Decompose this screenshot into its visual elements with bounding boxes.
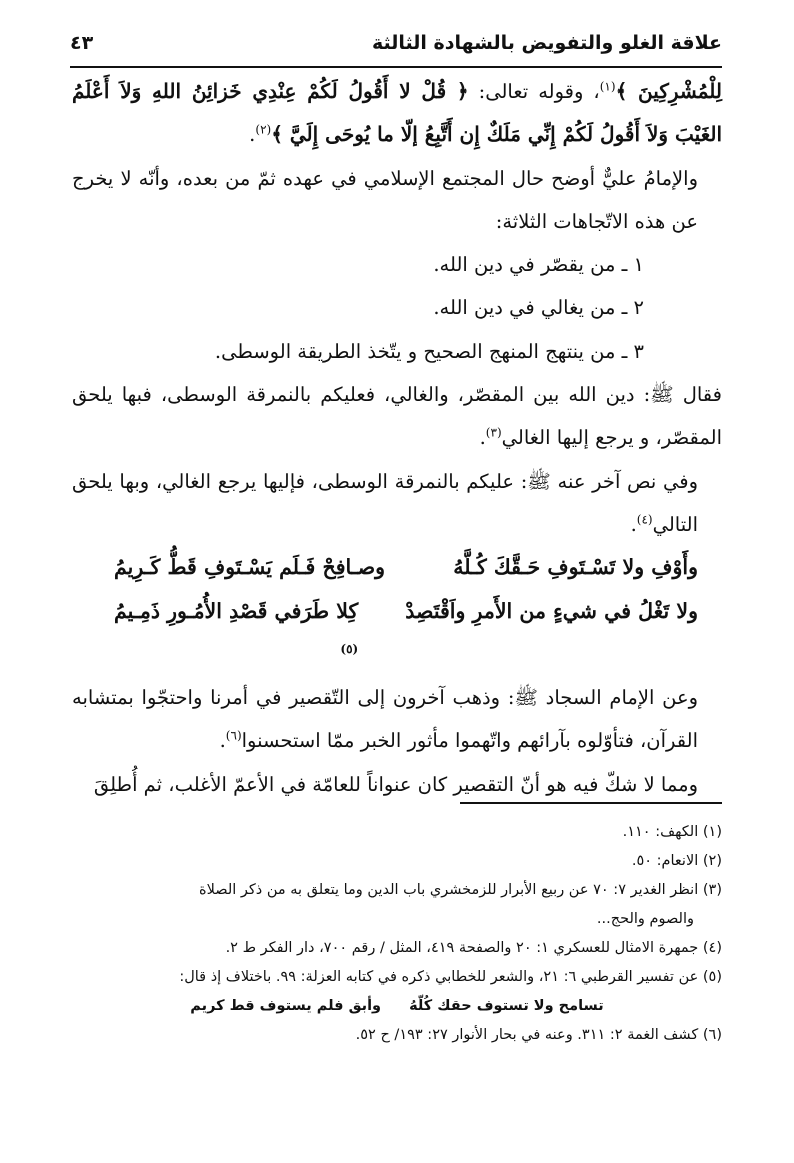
- poem-line-1: [72, 546, 722, 589]
- list-item: ٢ ـ من يغالي في دين الله.: [433, 296, 644, 320]
- paragraph-imam-ali: والإمامُ عليٌّ أوضح حال المجتمع الإسلامي في عهده ثمّ من بعده، وأنّه لا يخرج عن هذه الاتّجاهات الثلاثة:: [72, 166, 698, 233]
- list-item: ١ ـ من يقصّر في دين الله.: [433, 253, 644, 277]
- quran-quote-paragraph: لِلْمُشْرِكِينَ ﴾$^{(١)}$، وقوله تعالى: ﴿ قُلْ لا أَقُولُ لَكُمْ عِنْدِي خَزائِنُ اللهِ وَلاَ أَعْلَمُ الغَيْبَ وَلاَ أَقُولُ لَكُمْ إِنِّي مَلَكٌ إِن أَتَّبِعُ إلّا ما يُوحَى إِلَيَّ ﴾$^{(٢)}$.: [72, 79, 722, 147]
- main-text: [72, 70, 722, 806]
- footnote-ref-1: (١): [599, 79, 616, 94]
- poem-hemistich-right: وأَوْفِ ولا تَسْـتَوفِ حَـقَّكَ كُـلَّهُ: [453, 555, 698, 580]
- page-number: ٤٣: [70, 32, 94, 54]
- footnote-3-continued: والصوم والحج...: [596, 911, 694, 927]
- poem-hemistich-left: وصـافِحْ فَـلَم يَسْـتَوفِ قَطُّ كَـرِيمُ: [114, 555, 386, 580]
- footnote-poem-hemistich-right: تسامح ولا تستوف حقك كُلّهُ: [409, 998, 604, 1014]
- footnote-2: (٢) الانعام: ٥٠.: [631, 853, 722, 869]
- footnote-5: (٥) عن تفسير القرطبي ٦: ٢١، والشعر للخطابي ذكره في كتابه العزلة: ٩٩. باختلاف إذ قال:: [179, 969, 722, 985]
- paragraph-hadith: فقال ﷺ: دين الله بين المقصّر، والغالي، فعليكم بالنمرقة الوسطى، فبها يلحق المقصّر، و يرجع إليها الغالي$^{(٣)}$.: [72, 383, 722, 450]
- poem-hemistich-left: [114, 590, 358, 677]
- paragraph-imam-sajjad: وعن الإمام السجاد ﷺ: وذهب آخرون إلى التّقصير في أمرنا واحتجّوا بمتشابه القرآن، فتأوّلوه بآرائهم واتّهموا مأثور الخبر ممّا استحسنوا$^{(٦)}$.: [72, 686, 698, 753]
- footnote-divider: [460, 802, 722, 804]
- paragraph-final: ومما لا شكّ فيه هو أنّ التقصير كان عنواناً للعامّة في الأعمّ الأغلب، ثم أُطلِقَ: [93, 772, 698, 796]
- poem-hemistich-right: ولا تَغْلُ في شيءٍ من الأَمرِ واَقْتَصِدْ: [405, 598, 698, 623]
- paragraph-other-narration: وفي نص آخر عنه ﷺ: عليكم بالنمرقة الوسطى، فإليها يرجع الغالي، وبها يلحق التالي$^{(٤)}$.: [72, 469, 698, 536]
- footnote-ref-3: (٣): [485, 425, 502, 440]
- footnote-poem-hemistich-left: وأبق فلم يستوف قط كريم: [190, 998, 382, 1014]
- hadith-text: فقال ﷺ: دين الله بين المقصّر، والغالي، فعليكم بالنمرقة الوسطى، فبها يلحق المقصّر، و يرجع إليها الغالي: [72, 383, 722, 450]
- footnote-ref-5: (٥): [340, 642, 359, 657]
- list-item: ٣ ـ من ينتهج المنهج الصحيح و يتّخذ الطريقة الوسطى.: [214, 339, 644, 363]
- footnote-ref-2: (٢): [255, 122, 272, 137]
- connector-text: ، وقوله تعالى:: [468, 80, 600, 103]
- sajjad-text: وعن الإمام السجاد ﷺ: وذهب آخرون إلى التّقصير في أمرنا واحتجّوا بمتشابه القرآن، فتأوّلوه بآرائهم واتّهموا مأثور الخبر ممّا استحسنوا: [72, 686, 698, 753]
- poem-text: كِلا طَرَفي قَصْدِ الأُمُـورِ ذَمِـيمُ: [114, 598, 359, 623]
- footnote-ref-6: (٦): [225, 728, 242, 743]
- poem-line-2: [72, 590, 722, 677]
- running-title: علاقة الغلو والتفويض بالشهادة الثالثة: [371, 32, 722, 54]
- footnote-4: (٤) جمهرة الامثال للعسكري ١: ٢٠ والصفحة ٤١٩، المثل / رقم ٧٠٠، دار الفكر ط ٢.: [225, 940, 722, 956]
- footnote-ref-4: (٤): [636, 512, 653, 527]
- narration-text: وفي نص آخر عنه ﷺ: عليكم بالنمرقة الوسطى، فإليها يرجع الغالي، وبها يلحق التالي: [72, 469, 698, 536]
- footnote-1: (١) الكهف: ١١٠.: [622, 824, 722, 840]
- quran-quote: ﴿ قُلْ لا أَقُولُ لَكُمْ عِنْدِي خَزائِنُ اللهِ وَلاَ أَعْلَمُ الغَيْبَ وَلاَ أَقُولُ لَكُمْ إِنِّي مَلَكٌ إِن أَتَّبِعُ إلّا ما يُوحَى إِلَيَّ ﴾: [72, 79, 722, 147]
- footnotes: [72, 818, 722, 1050]
- footnote-5-poem: [72, 992, 722, 1021]
- page-header: [70, 26, 722, 68]
- verse-ending: لِلْمُشْرِكِينَ ﴾: [615, 79, 722, 103]
- footnote-6: (٦) كشف الغمة ٢: ٣١١. وعنه في بحار الأنوار ٢٧: ١٩٣/ ح ٥٢.: [355, 1027, 722, 1043]
- footnote-3: (٣) انظر الغدير ٧: ٧٠ عن ربيع الأبرار للزمخشري باب الدين وما يتعلق به من ذكر الصلاة: [199, 882, 722, 898]
